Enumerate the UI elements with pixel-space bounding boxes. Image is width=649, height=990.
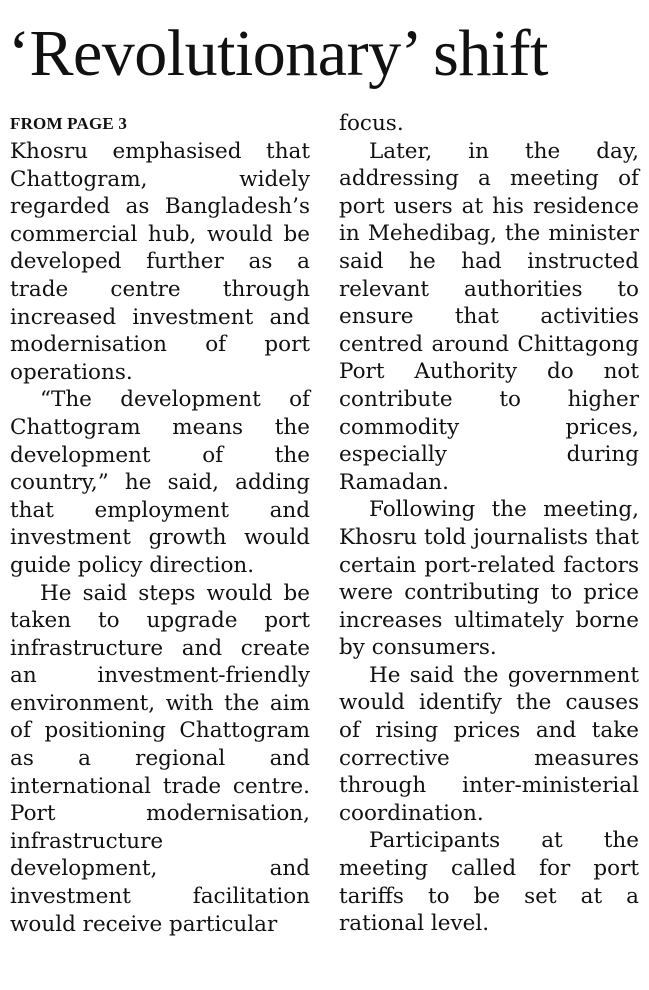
article-paragraph: He said the government would identify the causes of rising prices and take corrective measures through inter-ministerial coordination.	[339, 662, 639, 826]
continuation-kicker: FROM PAGE 3	[10, 114, 128, 133]
article-paragraph: Khosru emphasised that Chattogram, widely regarded as Bangladesh’s commercial hub, would be developed further as a trade centre through increased investment and modernisation of port operations.	[10, 139, 310, 385]
article-column-left	[10, 112, 310, 938]
article-paragraph: He said steps would be taken to upgrade port infrastructure and create an investment-friendly environment, with the aim of positioning Chattogram as a regional and international trade centre. Port modernisation, infrastructure development, and investment facilitation would receive particular	[10, 580, 310, 937]
headline: ‘Revolutionary’ shift	[8, 17, 548, 90]
article-paragraph: focus.	[339, 111, 404, 136]
article-paragraph: Later, in the day, addressing a meeting of port users at his residence in Mehedibag, the minister said he had instructed relevant authorities to ensure that activities centred around Chittagong Port Authority do not contribute to higher commodity prices, especially during Ramadan.	[339, 138, 639, 495]
article-paragraph: Participants at the meeting called for port tariffs to be set at a rational level.	[339, 828, 639, 937]
article-paragraph: “The development of Chattogram means the development of the country,” he said, adding that employment and investment growth would guide policy direction.	[10, 387, 310, 578]
article-paragraph: Following the meeting, Khosru told journalists that certain port-related factors were contributing to price increases ultimately borne by consumers.	[339, 497, 639, 661]
article-column-right	[339, 110, 639, 938]
